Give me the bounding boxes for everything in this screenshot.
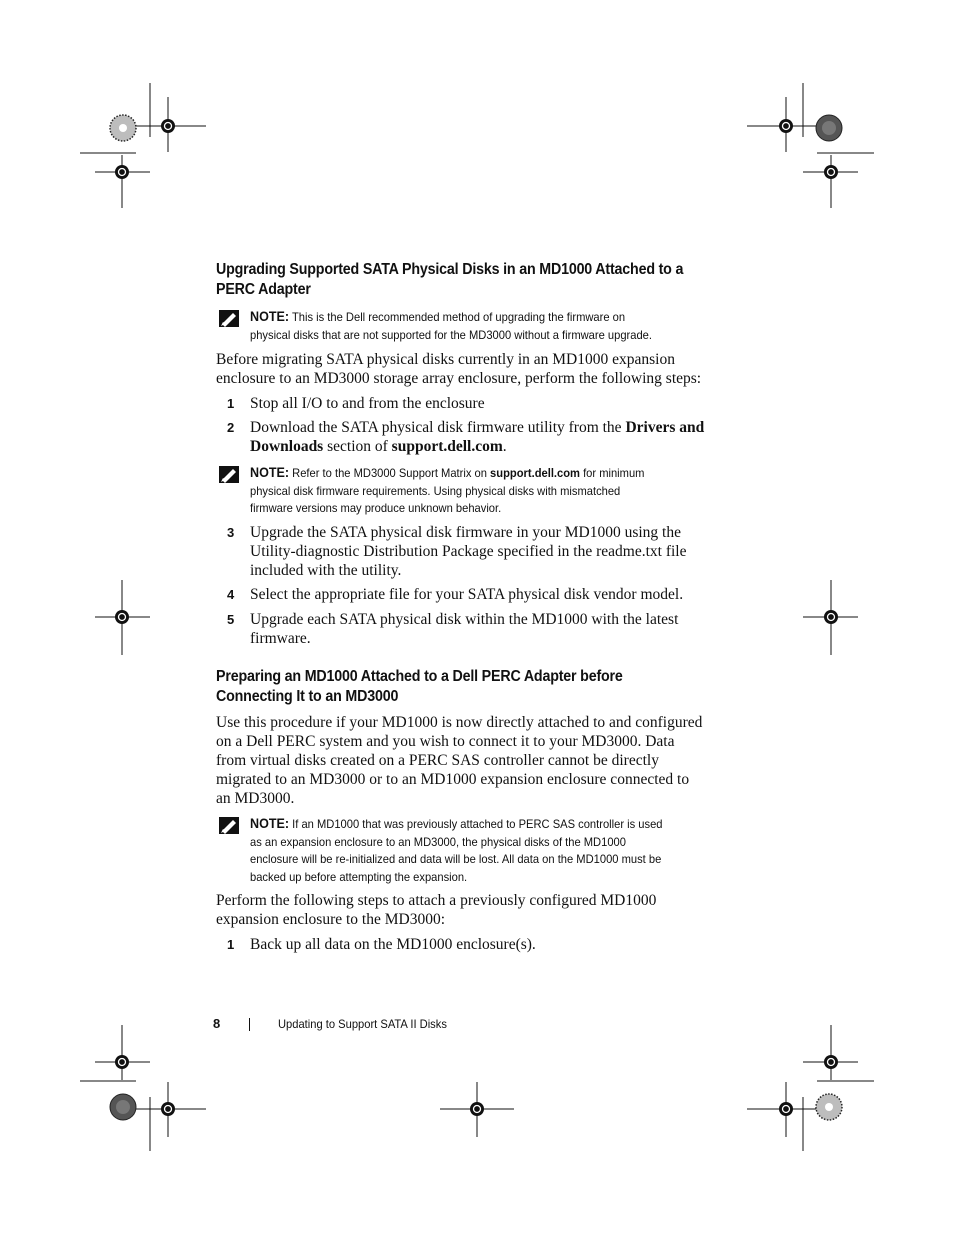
note-pencil-icon [219, 466, 239, 483]
note-text: Refer to the MD3000 Support Matrix on [292, 466, 491, 480]
note-support-matrix [250, 464, 734, 518]
note-pencil-icon [219, 817, 239, 834]
step-text [250, 610, 678, 648]
heading-line: Preparing an MD1000 Attached to a Dell PERC Adapter before [216, 668, 623, 685]
note-label: NOTE: [250, 309, 290, 324]
step-number: 1 [227, 396, 235, 411]
paragraph-line: Before migrating SATA physical disks currently in an MD1000 expansion [216, 351, 675, 368]
support-site-text: support.dell.com [391, 438, 503, 455]
note-text: This is the Dell recommended method of upgrading the firmware on [291, 310, 626, 324]
paragraph-line: from virtual disks created on a PERC SAS controller cannot be directly [216, 752, 659, 769]
step-text-part: . [502, 438, 507, 455]
step-text [250, 418, 704, 456]
step-line: Upgrade the SATA physical disk firmware in your MD1000 using the [250, 524, 681, 541]
paragraph-line: expansion enclosure to the MD3000: [216, 911, 446, 928]
page-number: 8 [213, 1016, 221, 1031]
note-text: for minimum [579, 466, 645, 480]
step-text: Stop all I/O to and from the enclosure [250, 395, 485, 412]
procedure-paragraph [216, 713, 702, 808]
heading-line: PERC Adapter [216, 281, 311, 298]
step-number: 2 [227, 420, 235, 435]
section-heading-upgrading [216, 260, 683, 300]
note-text: If an MD1000 that was previously attached to PERC SAS controller is used [292, 817, 663, 831]
note-text: physical disk firmware requirements. Using physical disks with mismatched [250, 483, 621, 498]
step-line: included with the utility. [250, 562, 402, 579]
note-text: firmware versions may produce unknown behavior. [250, 501, 502, 515]
step-text: Back up all data on the MD1000 enclosure(s). [250, 936, 536, 953]
paragraph-line: enclosure to an MD3000 storage array enclosure, perform the following steps: [216, 370, 702, 387]
note-pencil-icon [219, 310, 239, 327]
step-number: 5 [227, 612, 235, 627]
support-site-text: support.dell.com [490, 466, 580, 480]
note-firmware-method [250, 308, 734, 344]
step-text-part: Download the SATA physical disk firmware utility from the [250, 419, 626, 436]
paragraph-line: migrated to an MD3000 or to an MD1000 expansion enclosure connected to [216, 771, 690, 788]
step-text-part: section of [323, 438, 392, 455]
note-data-loss-warning [250, 815, 734, 886]
chapter-title: Updating to Support SATA II Disks [278, 1017, 447, 1031]
heading-line: Upgrading Supported SATA Physical Disks in an MD1000 Attached to a [216, 261, 684, 278]
perform-paragraph [216, 891, 656, 929]
paragraph-line: on a Dell PERC system and you wish to connect it to your MD3000. Data [216, 733, 675, 750]
note-text: as an expansion enclosure to an MD3000, the physical disks of the MD1000 [250, 834, 626, 849]
note-label: NOTE: [250, 816, 290, 831]
note-label: NOTE: [250, 465, 290, 480]
drivers-downloads-link-text: Drivers and [625, 419, 705, 436]
paragraph-line: an MD3000. [216, 790, 295, 807]
drivers-downloads-link-text: Downloads [250, 438, 324, 455]
section-heading-preparing [216, 667, 623, 707]
step-text [250, 523, 686, 580]
paragraph-line: Use this procedure if your MD1000 is now directly attached to and configured [216, 714, 703, 731]
footer-divider [249, 1018, 250, 1031]
step-number: 4 [227, 587, 235, 602]
step-line: Utility-diagnostic Distribution Package specified in the readme.txt file [250, 543, 687, 560]
step-text: Select the appropriate file for your SATA physical disk vendor model. [250, 586, 684, 603]
step-line: firmware. [250, 630, 311, 647]
step-number: 1 [227, 937, 235, 952]
intro-paragraph [216, 350, 701, 388]
note-text: backed up before attempting the expansion. [250, 869, 468, 884]
step-line: Upgrade each SATA physical disk within the MD1000 with the latest [250, 611, 679, 628]
step-number: 3 [227, 525, 235, 540]
paragraph-line: Perform the following steps to attach a previously configured MD1000 [216, 892, 657, 909]
note-text: enclosure will be re-initialized and data will be lost. All data on the MD1000 must be [250, 852, 662, 866]
note-text: physical disks that are not supported for the MD3000 without a firmware upgrade. [250, 327, 652, 342]
heading-line: Connecting It to an MD3000 [216, 688, 399, 705]
